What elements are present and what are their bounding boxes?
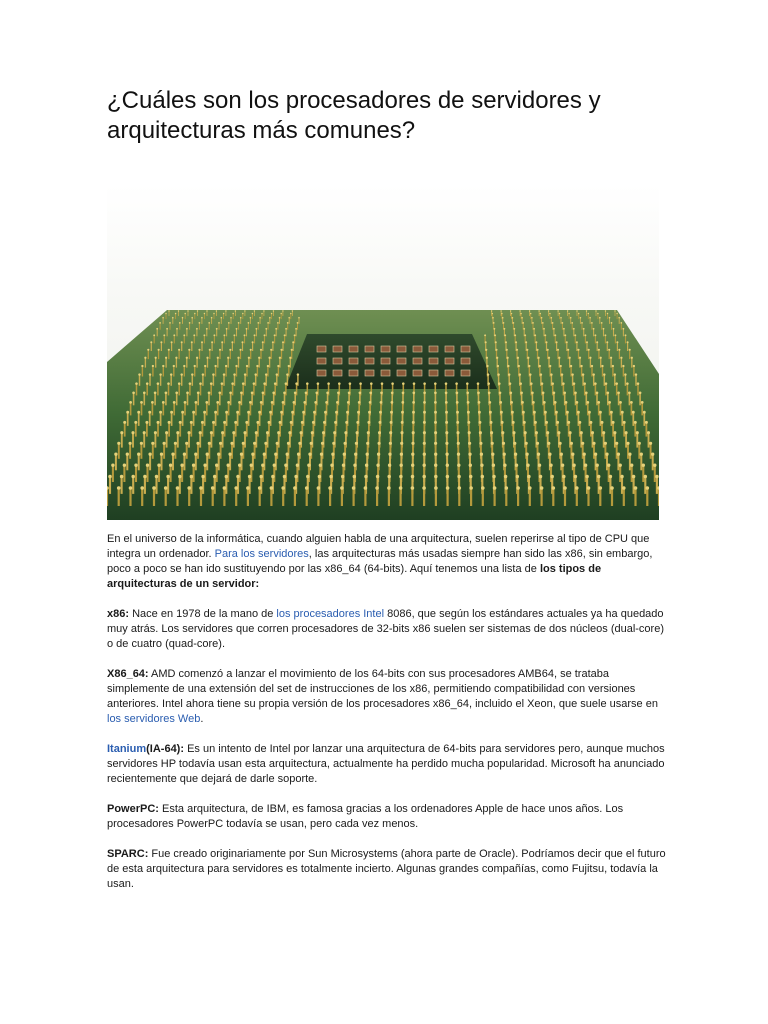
cpu-chip-image	[107, 184, 659, 520]
x86-64-text-2: .	[200, 713, 204, 725]
itanium-term: (IA-64):	[146, 743, 185, 755]
powerpc-text: Esta arquitectura, de IBM, es famosa gracias a los ordenadores Apple de hace unos años. Los procesadores PowerPC todavía se usan, pero cada vez menos.	[107, 803, 624, 830]
x86-64-text: AMD comenzó a lanzar el movimiento de los 64-bits con sus procesadores AMB64, se trataba simplemente de una extensión del set de instrucciones de los x86, permitiendo compatibilidad con versiones anteriores. Intel ahora tiene su propia versión de los procesadores x86_64, incluido el Xeon, que suele usarse en	[107, 668, 658, 710]
intro-paragraph	[107, 532, 667, 592]
sparc-paragraph	[107, 847, 667, 892]
article-body	[107, 532, 667, 907]
x86-term: x86:	[107, 608, 130, 620]
intro-text-2: , las arquitecturas más usadas siempre han sido las x86, sin embargo, poco a poco se han ido sustituyendo por las x86_64 (64-bits). Aquí tenemos una lista de	[107, 548, 653, 575]
link-servidores-web[interactable]: los servidores Web	[107, 713, 201, 725]
x86-paragraph	[107, 607, 667, 652]
x86-text-2: 8086, que según los estándares actuales ya ha quedado muy atrás. Los servidores que corren procesadores de 32-bits x86 suelen ser sistemas de dos núcleos (dual-core) o de cuatro (quad-core).	[107, 608, 664, 650]
cpu-chip-icon	[107, 184, 659, 520]
intro-text: En el universo de la informática, cuando alguien habla de una arquitectura, suelen reperirse al tipo de CPU que integra un ordenador.	[107, 533, 650, 560]
sparc-text: Fue creado originariamente por Sun Microsystems (ahora parte de Oracle). Podríamos decir que el futuro de esta arquitectura para servidores es totalmente incierto. Algunas grandes compañías, como Fujitsu, todavía la usan.	[107, 848, 666, 890]
link-para-los-servidores[interactable]: Para los servidores	[214, 548, 309, 560]
link-itanium[interactable]: Itanium	[107, 743, 147, 755]
page-title: ¿Cuáles son los procesadores de servidores y arquitecturas más comunes?	[107, 87, 601, 144]
intro-bold: los tipos de arquitecturas de un servidor:	[107, 563, 602, 590]
powerpc-term: PowerPC:	[107, 803, 159, 815]
x86-text: Nace en 1978 de la mano de	[129, 608, 277, 620]
itanium-text: Es un intento de Intel por lanzar una arquitectura de 64-bits para servidores pero, aunque muchos servidores HP todavía usan esta arquitectura, actualmente ha perdido mucha popularidad. Microsoft ha anunciado recientemente que dejará de darle soporte.	[107, 743, 665, 785]
link-procesadores-intel[interactable]: los procesadores Intel	[276, 608, 385, 620]
x86-64-term: X86_64:	[107, 668, 149, 680]
itanium-paragraph	[107, 742, 667, 787]
x86-64-paragraph	[107, 667, 667, 727]
sparc-term: SPARC:	[107, 848, 149, 860]
powerpc-paragraph	[107, 802, 667, 832]
